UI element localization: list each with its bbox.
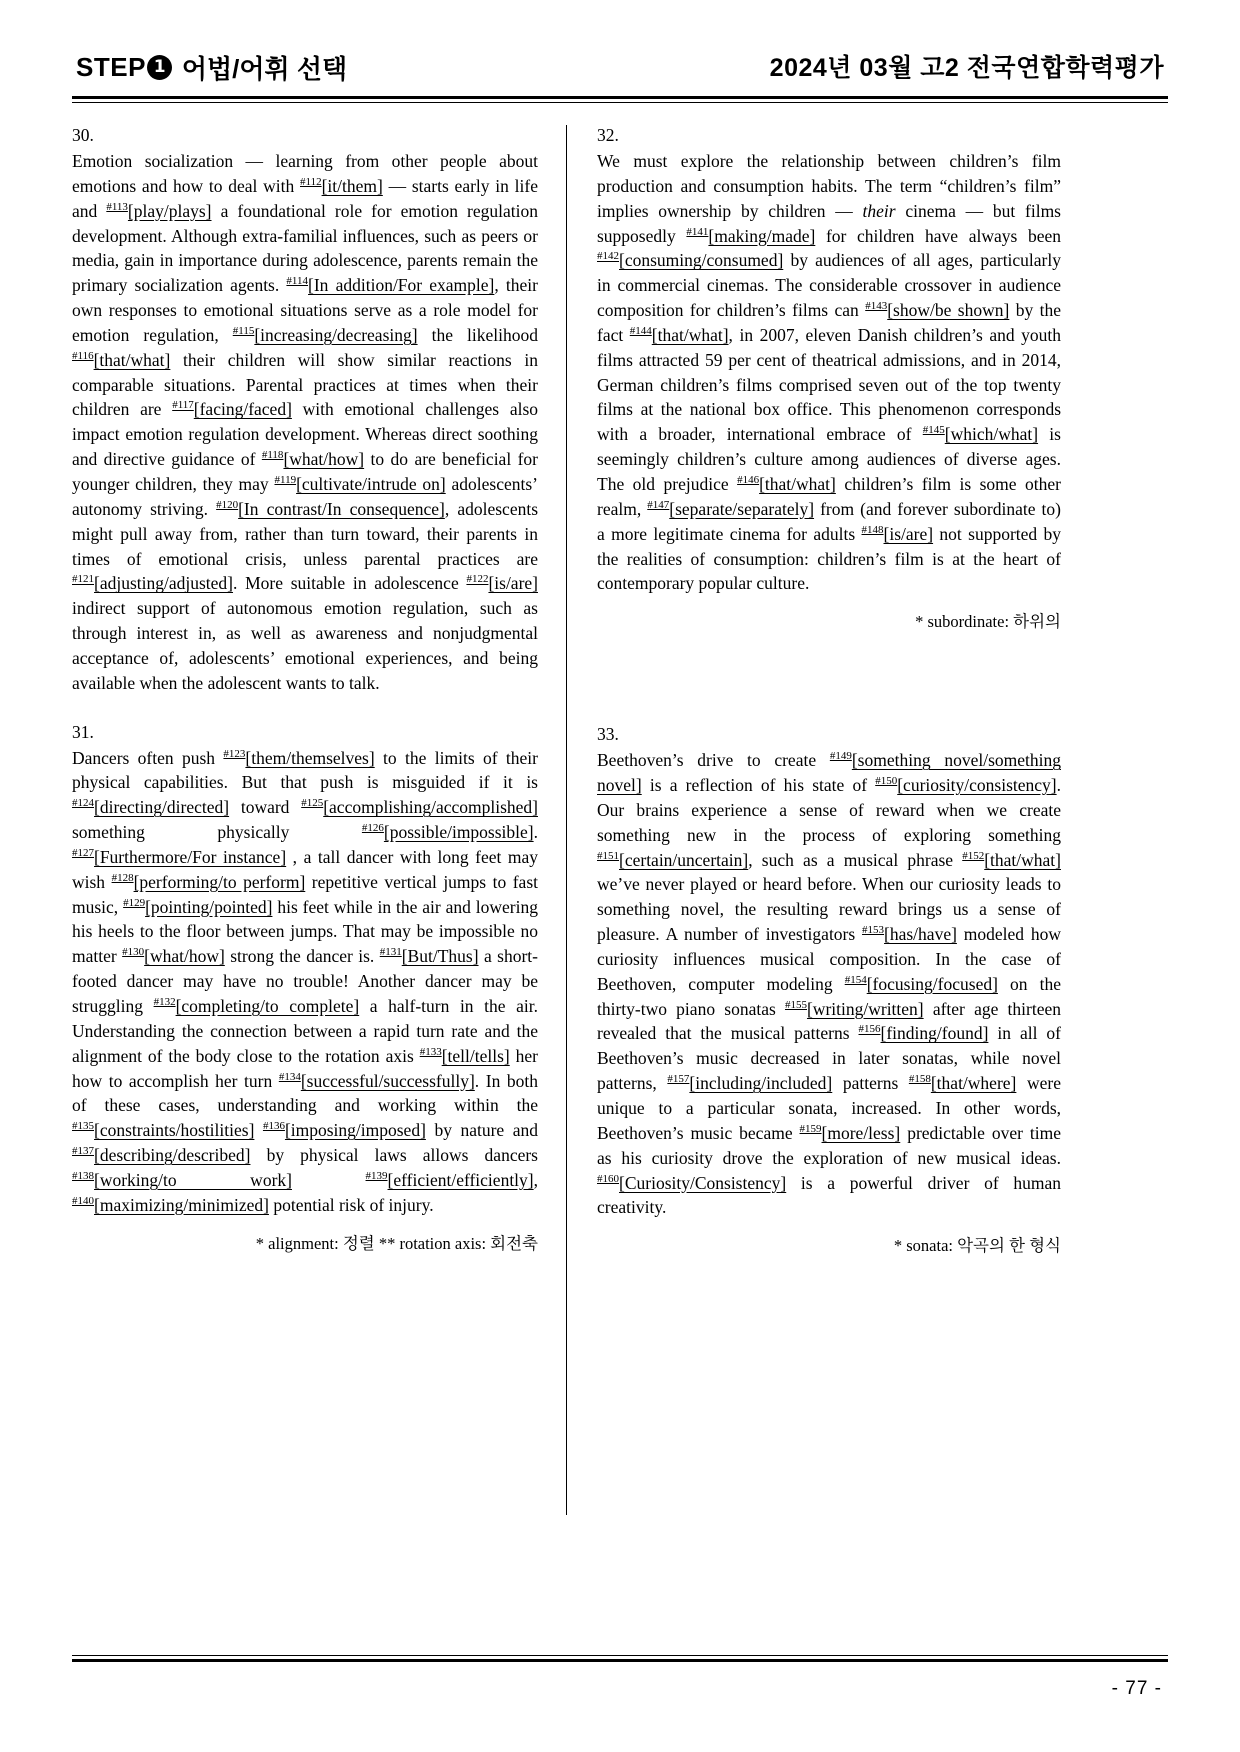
question-number: 32.: [597, 125, 619, 145]
step-word: STEP: [76, 52, 146, 82]
right-column: [567, 125, 1061, 1515]
question-number: 31.: [72, 721, 94, 742]
two-column-body: [72, 125, 1168, 1515]
question-block-33: [597, 724, 1061, 1256]
question-block-32: [597, 125, 1061, 632]
page-number: - 77 -: [1111, 1678, 1162, 1699]
question-passage: We must explore the relationship between children’s film production and consumption habits. The term “children’s film” implies ownership by children — their cinema — but films supposedly $^{\#141}$[making/made] for children have always been $^{\#142}$[consuming/consumed] by audiences of all ages, particularly in commercial cinemas. The considerable crossover in audience composition for children’s films can $^{\#143}$[show/be shown] by the fact $^{\#144}$[that/what], in 2007, eleven Danish children’s and youth films attracted 59 per cent of theatrical admissions, and in 2014, German children’s films comprised seven out of the top twenty films at the national box office. This phenomenon corresponds with a broader, international embrace of $^{\#145}$[which/what] is seemingly children’s culture among audiences of diverse ages. The old prejudice $^{\#146}$[that/what] children’s film is some other realm, $^{\#147}$[separate/separately] from (and forever subordinate to) a more legitimate cinema for adults $^{\#148}$[is/are] not supported by the realities of consumption: children’s film is at the heart of contemporary popular culture.: [597, 151, 1061, 594]
header-rule: [72, 96, 1168, 103]
left-column: [72, 125, 566, 1515]
page-header: [72, 48, 1168, 96]
glossary-note: * sonata: 악곡의 한 형식: [893, 1236, 1061, 1256]
page-footer: [72, 1655, 1168, 1700]
step-number-badge: 1: [147, 55, 172, 80]
step-label: [76, 49, 347, 86]
footer-rule: [72, 1655, 1168, 1662]
question-number: 33.: [597, 724, 619, 745]
question-passage: Dancers often push $^{\#123}$[them/themselves] to the limits of their physical capabilities. But that push is misguided if it is $^{\#124}$[directing/directed] toward $^{\#125}$[accomplishing/accomplished] something physically $^{\#126}$[possible/impossible]. $^{\#127}$[Furthermore/For instance] , a tall dancer with long feet may wish $^{\#128}$[performing/to perform] repetitive vertical jumps to fast music, $^{\#129}$[pointing/pointed] his feet while in the air and lowering his heels to the floor between jumps. That may be impossible no matter $^{\#130}$[what/how] strong the dancer is. $^{\#131}$[But/Thus] a short-footed dancer may have no trouble! Another dancer may be struggling $^{\#132}$[completing/to complete] a half-turn in the air. Understanding the connection between a rapid turn rate and the alignment of the body close to the rotation axis $^{\#133}$[tell/tells] her how to accomplish her turn $^{\#134}$[successful/successfully]. In both of these cases, understanding and working within the $^{\#135}$[constraints/hostilities] $^{\#136}$[imposing/imposed] by nature and $^{\#137}$[describing/described] by physical laws allows dancers $^{\#138}$[working/to work] $^{\#139}$[efficient/efficiently], $^{\#140}$[maximizing/minimized] potential risk of injury.: [72, 747, 538, 1215]
question-passage: Emotion socialization — learning from other people about emotions and how to deal with $^{\#112}$[it/them] — starts early in life and $^{\#113}$[play/plays] a foundational role for emotion regulation development. Although extra-familial influences, such as peers or media, gain in importance during adolescence, parents remain the primary socialization agents. $^{\#114}$[In addition/For example], their own responses to emotional situations serve as a role model for emotion regulation, $^{\#115}$[increasing/decreasing] the likelihood $^{\#116}$[that/what] their children will show similar reactions in comparable situations. Parental practices at times when their children are $^{\#117}$[facing/faced] with emotional challenges also impact emotion regulation development. Whereas direct soothing and directive guidance of $^{\#118}$[what/how] to do are beneficial for younger children, they may $^{\#119}$[cultivate/intrude on] adolescents’ autonomy striving. $^{\#120}$[In contrast/In consequence], adolescents might pull away from, rather than turn toward, their parents in times of emotional crisis, unless parental practices are $^{\#121}$[adjusting/adjusted]. More suitable in adolescence $^{\#122}$[is/are] indirect support of autonomous emotion regulation, such as through interest in, as well as awareness and nonjudgmental acceptance of, adolescents’ emotional experiences, and being available when the adolescent wants to talk.: [72, 151, 539, 693]
glossary-note: * alignment: 정렬 ** rotation axis: 회전축: [255, 1233, 538, 1253]
column-spacer: [597, 632, 1061, 724]
step-title: 어법/어휘 선택: [181, 54, 348, 84]
glossary-note: * subordinate: 하위의: [915, 612, 1061, 632]
question-block-30: [72, 125, 538, 696]
question-number: 30.: [72, 125, 94, 145]
exam-title: 2024년 03월 고2 전국연합학력평가: [769, 54, 1164, 82]
question-passage: Beethoven’s drive to create $^{\#149}$[something novel/something novel] is a reflection of his state of $^{\#150}$[curiosity/consistency]. Our brains experience a sense of reward when we create something new in the process of exploring something $^{\#151}$[certain/uncertain], such as a musical phrase $^{\#152}$[that/what] we’ve never played or heard before. When our curiosity leads to something novel, the resulting reward brings us a sense of pleasure. A number of investigators $^{\#153}$[has/have] modeled how curiosity influences musical composition. In the case of Beethoven, computer modeling $^{\#154}$[focusing/focused] on the thirty-two piano sonatas $^{\#155}$[writing/written] after age thirteen revealed that the musical patterns $^{\#156}$[finding/found] in all of Beethoven’s music decreased in later sonatas, while novel patterns, $^{\#157}$[including/included] patterns $^{\#158}$[that/where] were unique to a particular sonata, increased. In other words, Beethoven’s music became $^{\#159}$[more/less] predictable over time as his curiosity drove the exploration of new musical ideas. $^{\#160}$[Curiosity/Consistency] is a powerful driver of human creativity.: [597, 750, 1061, 1218]
question-block-31: [72, 722, 538, 1254]
